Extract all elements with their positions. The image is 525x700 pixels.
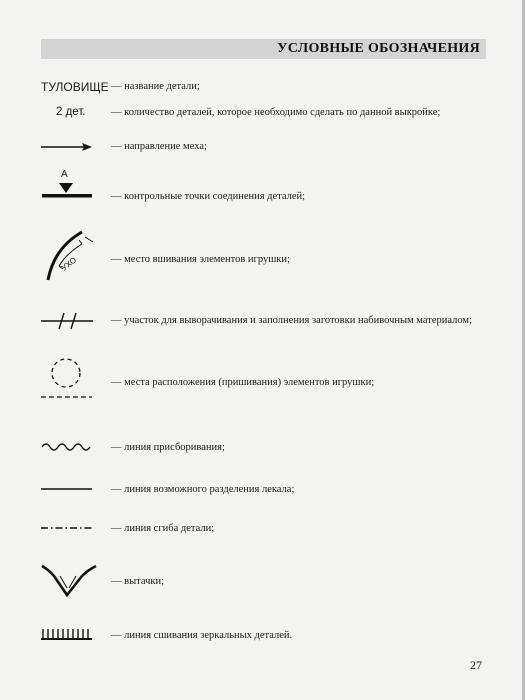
legend-description: — вытачки; xyxy=(111,576,165,587)
legend-description: — место вшивания элементов игрушки; xyxy=(111,254,290,265)
dash-dot-line-icon xyxy=(40,521,94,535)
sew-in-arc-label: УХО xyxy=(59,255,79,273)
header-bar xyxy=(41,39,486,59)
wavy-line-icon xyxy=(40,440,94,454)
opening-section-icon xyxy=(40,310,94,332)
legend-description: — направление меха; xyxy=(111,141,207,152)
legend-description: — линия сгиба детали; xyxy=(111,523,215,534)
sew-in-arc-icon xyxy=(42,226,98,284)
legend-description: — линия возможного разделения лекала; xyxy=(111,484,295,495)
legend-description: — места расположения (пришивания) элементов игрушки; xyxy=(111,377,375,388)
legend-description: — количество деталей, которое необходимо сделать по данной выкройке; xyxy=(111,107,441,118)
dart-icon xyxy=(40,562,98,598)
legend-description: — контрольные точки соединения деталей; xyxy=(111,191,306,202)
comb-line-icon xyxy=(40,626,94,642)
arrow-right-icon xyxy=(40,140,94,154)
part-name-label: ТУЛОВИЩЕ xyxy=(41,80,109,94)
legend-description: — название детали; xyxy=(111,81,200,92)
legend-description: — линия сшивания зеркальных деталей. xyxy=(111,630,293,641)
control-point-letter: А xyxy=(61,169,68,180)
part-count-label: 2 дет. xyxy=(56,106,86,118)
placement-circle-icon xyxy=(40,355,94,403)
page-number: 27 xyxy=(470,658,482,672)
legend-description: — линия присборивания; xyxy=(111,442,225,453)
solid-line-icon xyxy=(40,482,94,496)
legend-description: — участок для выворачивания и заполнения заготовки набивочным материалом; xyxy=(111,315,472,326)
page-title: УСЛОВНЫЕ ОБОЗНАЧЕНИЯ xyxy=(269,39,486,59)
control-point-icon xyxy=(40,181,94,201)
